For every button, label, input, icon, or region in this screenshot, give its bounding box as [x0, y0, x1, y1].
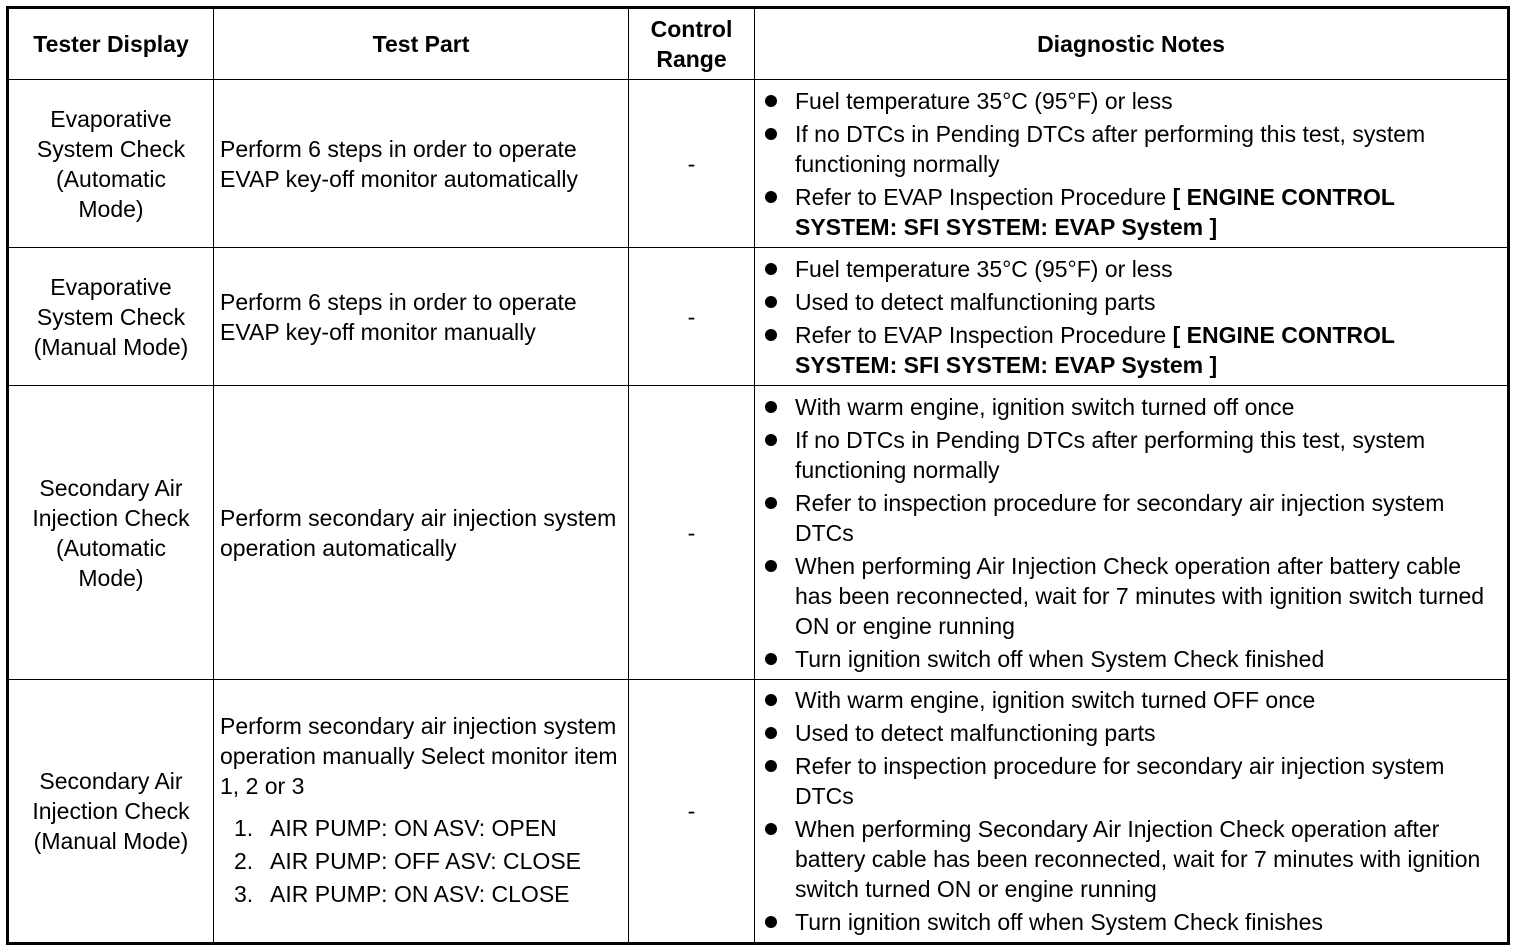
note-item: Fuel temperature 35°C (95°F) or less — [761, 86, 1501, 116]
bullet-icon — [765, 727, 777, 739]
control-range-cell: - — [629, 680, 755, 944]
test-part-cell — [214, 680, 629, 944]
note-item: When performing Secondary Air Injection Check operation after battery cable has been reconnected, wait for 7 minutes with ignition switch turned ON or engine running — [761, 814, 1501, 904]
diagnostic-table — [6, 6, 1510, 945]
note-item: Turn ignition switch off when System Check finished — [761, 644, 1501, 674]
control-range-cell: - — [629, 386, 755, 680]
note-item: Fuel temperature 35°C (95°F) or less — [761, 254, 1501, 284]
control-range-cell: - — [629, 80, 755, 248]
note-item: Refer to EVAP Inspection Procedure [ ENGINE CONTROL SYSTEM: SFI SYSTEM: EVAP System ] — [761, 320, 1501, 380]
header-tester-display: Tester Display — [8, 8, 214, 80]
tester-display-cell: Secondary Air Injection Check (Automatic Mode) — [8, 386, 214, 680]
diagnostic-notes-cell — [755, 386, 1509, 680]
reference-link-text: [ ENGINE CONTROL SYSTEM: SFI SYSTEM: EVAP System ] — [795, 321, 1395, 378]
bullet-icon — [765, 296, 777, 308]
note-item: Refer to EVAP Inspection Procedure [ ENGINE CONTROL SYSTEM: SFI SYSTEM: EVAP System ] — [761, 182, 1501, 242]
bullet-icon — [765, 497, 777, 509]
monitor-item: 2. AIR PUMP: OFF ASV: CLOSE — [234, 847, 581, 874]
header-control-range: Control Range — [629, 8, 755, 80]
note-item: Used to detect malfunctioning parts — [761, 287, 1501, 317]
tester-display-cell: Secondary Air Injection Check (Manual Mode) — [8, 680, 214, 944]
test-part-cell: Perform secondary air injection system operation automatically — [214, 386, 629, 680]
notes-list — [761, 254, 1501, 380]
note-item: If no DTCs in Pending DTCs after performing this test, system functioning normally — [761, 425, 1501, 485]
bullet-icon — [765, 694, 777, 706]
bullet-icon — [765, 95, 777, 107]
note-item: If no DTCs in Pending DTCs after performing this test, system functioning normally — [761, 119, 1501, 179]
notes-list — [761, 685, 1501, 937]
diagnostic-notes-cell — [755, 680, 1509, 944]
table-row — [8, 80, 1509, 248]
note-item: Used to detect malfunctioning parts — [761, 718, 1501, 748]
table-row — [8, 248, 1509, 386]
notes-list — [761, 392, 1501, 674]
bullet-icon — [765, 263, 777, 275]
bullet-icon — [765, 128, 777, 140]
test-part-cell: Perform 6 steps in order to operate EVAP key-off monitor automatically — [214, 80, 629, 248]
note-item: With warm engine, ignition switch turned off once — [761, 392, 1501, 422]
bullet-icon — [765, 653, 777, 665]
note-item: Refer to inspection procedure for secondary air injection system DTCs — [761, 488, 1501, 548]
control-range-cell: - — [629, 248, 755, 386]
bullet-icon — [765, 560, 777, 572]
bullet-icon — [765, 916, 777, 928]
bullet-icon — [765, 760, 777, 772]
table-row — [8, 680, 1509, 944]
monitor-item: 3. AIR PUMP: ON ASV: CLOSE — [234, 880, 570, 907]
monitor-item-list — [220, 813, 622, 909]
header-test-part: Test Part — [214, 8, 629, 80]
test-part-text: Perform secondary air injection system operation manually Select monitor item 1, 2 or 3 — [220, 712, 618, 799]
tester-display-cell: Evaporative System Check (Automatic Mode) — [8, 80, 214, 248]
header-diagnostic-notes: Diagnostic Notes — [755, 8, 1509, 80]
bullet-icon — [765, 329, 777, 341]
notes-list — [761, 86, 1501, 242]
header-row — [8, 8, 1509, 80]
diagnostic-notes-cell — [755, 248, 1509, 386]
tester-display-cell: Evaporative System Check (Manual Mode) — [8, 248, 214, 386]
bullet-icon — [765, 191, 777, 203]
note-item: Turn ignition switch off when System Check finishes — [761, 907, 1501, 937]
bullet-icon — [765, 401, 777, 413]
reference-link-text: [ ENGINE CONTROL SYSTEM: SFI SYSTEM: EVAP System ] — [795, 183, 1395, 240]
monitor-item: 1. AIR PUMP: ON ASV: OPEN — [234, 814, 557, 841]
note-item: Refer to inspection procedure for secondary air injection system DTCs — [761, 751, 1501, 811]
diagnostic-notes-cell — [755, 80, 1509, 248]
test-part-cell: Perform 6 steps in order to operate EVAP key-off monitor manually — [214, 248, 629, 386]
note-item: With warm engine, ignition switch turned OFF once — [761, 685, 1501, 715]
bullet-icon — [765, 823, 777, 835]
table-row — [8, 386, 1509, 680]
bullet-icon — [765, 434, 777, 446]
note-item: When performing Air Injection Check operation after battery cable has been reconnected, wait for 7 minutes with ignition switch turned ON or engine running — [761, 551, 1501, 641]
